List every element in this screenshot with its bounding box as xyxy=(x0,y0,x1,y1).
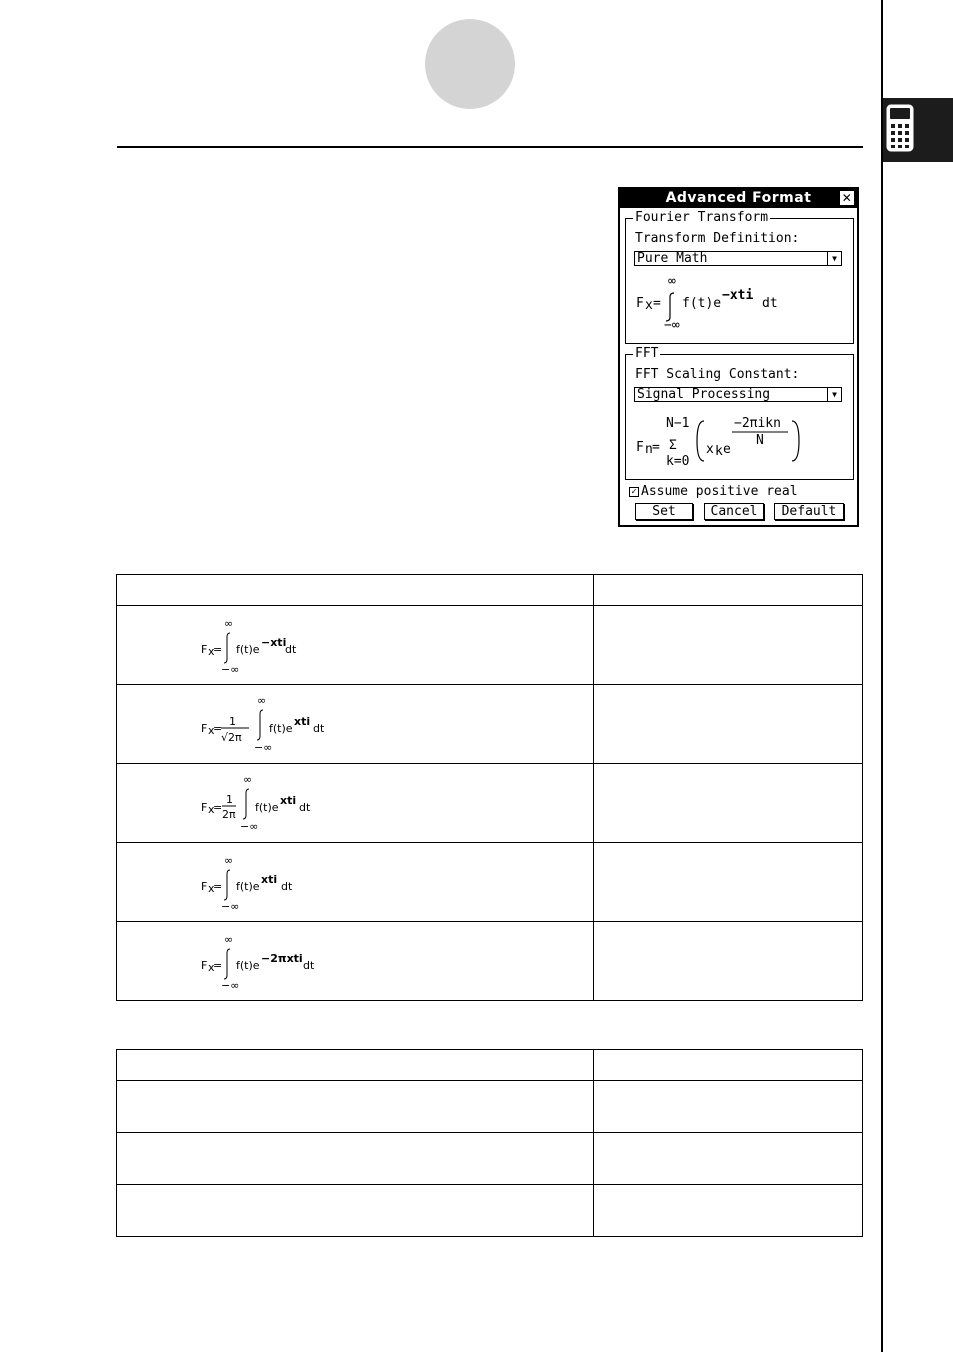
transform-definition-label: Transform Definition: xyxy=(635,231,800,246)
chevron-down-icon[interactable]: ▼ xyxy=(827,252,841,265)
table-row xyxy=(117,922,863,1001)
svg-text:∞: ∞ xyxy=(224,933,234,946)
formula-modern-physics xyxy=(199,694,399,754)
svg-text:k=0: k=0 xyxy=(666,454,690,469)
close-icon[interactable]: ✕ xyxy=(841,191,853,205)
transform-definition-select[interactable] xyxy=(634,251,842,266)
svg-text:e: e xyxy=(723,442,731,457)
svg-text:−xti: −xti xyxy=(722,288,754,303)
svg-text:f(t)e: f(t)e xyxy=(236,959,260,972)
svg-text:=: = xyxy=(213,880,223,893)
dialog-title xyxy=(620,189,857,208)
table-header-row xyxy=(117,575,863,606)
value-cell xyxy=(594,764,863,843)
svg-text:√2π: √2π xyxy=(221,731,242,744)
value-cell xyxy=(594,606,863,685)
table-header-cell xyxy=(594,1050,863,1081)
formula-cell xyxy=(117,606,594,685)
advanced-format-dialog xyxy=(618,187,859,527)
svg-text:=: = xyxy=(652,440,660,455)
svg-text:n: n xyxy=(645,442,653,457)
svg-text:x: x xyxy=(645,298,653,313)
svg-text:∞: ∞ xyxy=(224,617,234,630)
svg-text:=: = xyxy=(213,643,223,656)
table-cell xyxy=(594,1081,863,1133)
svg-text:−xti: −xti xyxy=(261,636,287,649)
table-row xyxy=(117,606,863,685)
chevron-down-icon[interactable]: ▼ xyxy=(827,388,841,401)
formula-cell xyxy=(117,685,594,764)
default-button[interactable]: Default xyxy=(774,503,844,520)
table-header-cell xyxy=(117,1050,594,1081)
svg-text:F: F xyxy=(201,959,208,972)
svg-text:∞: ∞ xyxy=(257,694,267,707)
fft-formula-preview xyxy=(634,411,834,469)
table-row xyxy=(117,764,863,843)
table-cell xyxy=(594,1133,863,1185)
calculator-icon xyxy=(886,104,914,152)
svg-text:∞: ∞ xyxy=(668,274,676,289)
svg-text:x: x xyxy=(208,803,215,816)
svg-text:=: = xyxy=(213,801,223,814)
fft-scaling-label: FFT Scaling Constant: xyxy=(635,367,800,382)
svg-text:−∞: −∞ xyxy=(664,318,680,329)
svg-text:=: = xyxy=(213,722,223,735)
formula-classical-physics xyxy=(199,773,399,833)
table-cell xyxy=(117,1185,594,1237)
value-cell xyxy=(594,843,863,922)
formula-probability xyxy=(199,852,399,912)
svg-text:−∞: −∞ xyxy=(221,663,240,675)
table-header-row xyxy=(117,1050,863,1081)
transform-definition-value: Pure Math xyxy=(637,251,708,266)
table-row xyxy=(117,1133,863,1185)
chapter-circle xyxy=(425,19,515,109)
svg-text:x: x xyxy=(208,724,215,737)
formula-cell xyxy=(117,922,594,1001)
assume-positive-real-checkbox[interactable]: ✓ xyxy=(629,487,639,497)
svg-text:F: F xyxy=(636,440,644,455)
assume-positive-real-label: Assume positive real xyxy=(641,484,798,499)
fourier-transform-legend: Fourier Transform xyxy=(635,210,769,225)
svg-text:x: x xyxy=(208,882,215,895)
svg-text:dt: dt xyxy=(313,722,325,735)
table-cell xyxy=(117,1081,594,1133)
svg-text:F: F xyxy=(636,296,644,311)
table-header-cell xyxy=(117,575,594,606)
svg-text:f(t)e: f(t)e xyxy=(682,296,722,311)
svg-text:N: N xyxy=(756,433,764,448)
svg-text:F: F xyxy=(201,722,208,735)
svg-text:F: F xyxy=(201,801,208,814)
fft-scaling-value: Signal Processing xyxy=(637,387,771,402)
svg-text:dt: dt xyxy=(762,296,778,311)
fft-legend: FFT xyxy=(635,346,659,361)
svg-text:1: 1 xyxy=(229,715,236,728)
fft-scaling-table xyxy=(116,1049,863,1237)
svg-text:F: F xyxy=(201,643,208,656)
svg-text:k: k xyxy=(715,444,723,459)
value-cell xyxy=(594,922,863,1001)
svg-text:Σ: Σ xyxy=(669,438,677,453)
svg-text:xti: xti xyxy=(294,715,311,728)
svg-text:−2πxti: −2πxti xyxy=(261,952,303,965)
svg-text:2π: 2π xyxy=(222,808,236,821)
table-cell xyxy=(594,1185,863,1237)
fourier-formula-preview xyxy=(634,273,794,329)
svg-text:x: x xyxy=(706,442,714,457)
svg-text:f(t)e: f(t)e xyxy=(255,801,279,814)
svg-text:1: 1 xyxy=(226,793,233,806)
svg-text:f(t)e: f(t)e xyxy=(236,643,260,656)
svg-text:f(t)e: f(t)e xyxy=(269,722,293,735)
svg-text:dt: dt xyxy=(285,643,297,656)
svg-text:x: x xyxy=(208,645,215,658)
svg-text:=: = xyxy=(213,959,223,972)
svg-text:∞: ∞ xyxy=(243,773,253,786)
svg-text:−∞: −∞ xyxy=(254,741,273,754)
svg-text:−∞: −∞ xyxy=(240,820,259,833)
svg-text:xti: xti xyxy=(261,873,278,886)
svg-text:=: = xyxy=(653,296,661,311)
svg-text:dt: dt xyxy=(281,880,293,893)
svg-text:−∞: −∞ xyxy=(221,900,240,912)
formula-cell xyxy=(117,764,594,843)
svg-text:xti: xti xyxy=(280,794,297,807)
formula-pure-math xyxy=(199,615,399,675)
svg-text:dt: dt xyxy=(303,959,315,972)
fourier-definitions-table xyxy=(116,574,863,1001)
cancel-button[interactable]: Cancel xyxy=(704,503,764,520)
dialog-title-text: Advanced Format xyxy=(665,190,812,206)
table-row xyxy=(117,1185,863,1237)
header-rule xyxy=(117,146,863,148)
table-row xyxy=(117,1081,863,1133)
table-row xyxy=(117,685,863,764)
svg-text:−2πikn: −2πikn xyxy=(734,416,781,431)
value-cell xyxy=(594,685,863,764)
svg-text:F: F xyxy=(201,880,208,893)
margin-rule xyxy=(881,0,883,1352)
formula-signal-processing xyxy=(199,931,399,991)
table-row xyxy=(117,843,863,922)
svg-text:x: x xyxy=(208,961,215,974)
formula-cell xyxy=(117,843,594,922)
set-button[interactable]: Set xyxy=(635,503,693,520)
svg-text:∞: ∞ xyxy=(224,854,234,867)
svg-text:−∞: −∞ xyxy=(221,979,240,991)
svg-text:dt: dt xyxy=(299,801,311,814)
svg-text:f(t)e: f(t)e xyxy=(236,880,260,893)
table-header-cell xyxy=(594,575,863,606)
table-cell xyxy=(117,1133,594,1185)
svg-text:N−1: N−1 xyxy=(666,416,690,431)
fft-scaling-select[interactable] xyxy=(634,387,842,402)
